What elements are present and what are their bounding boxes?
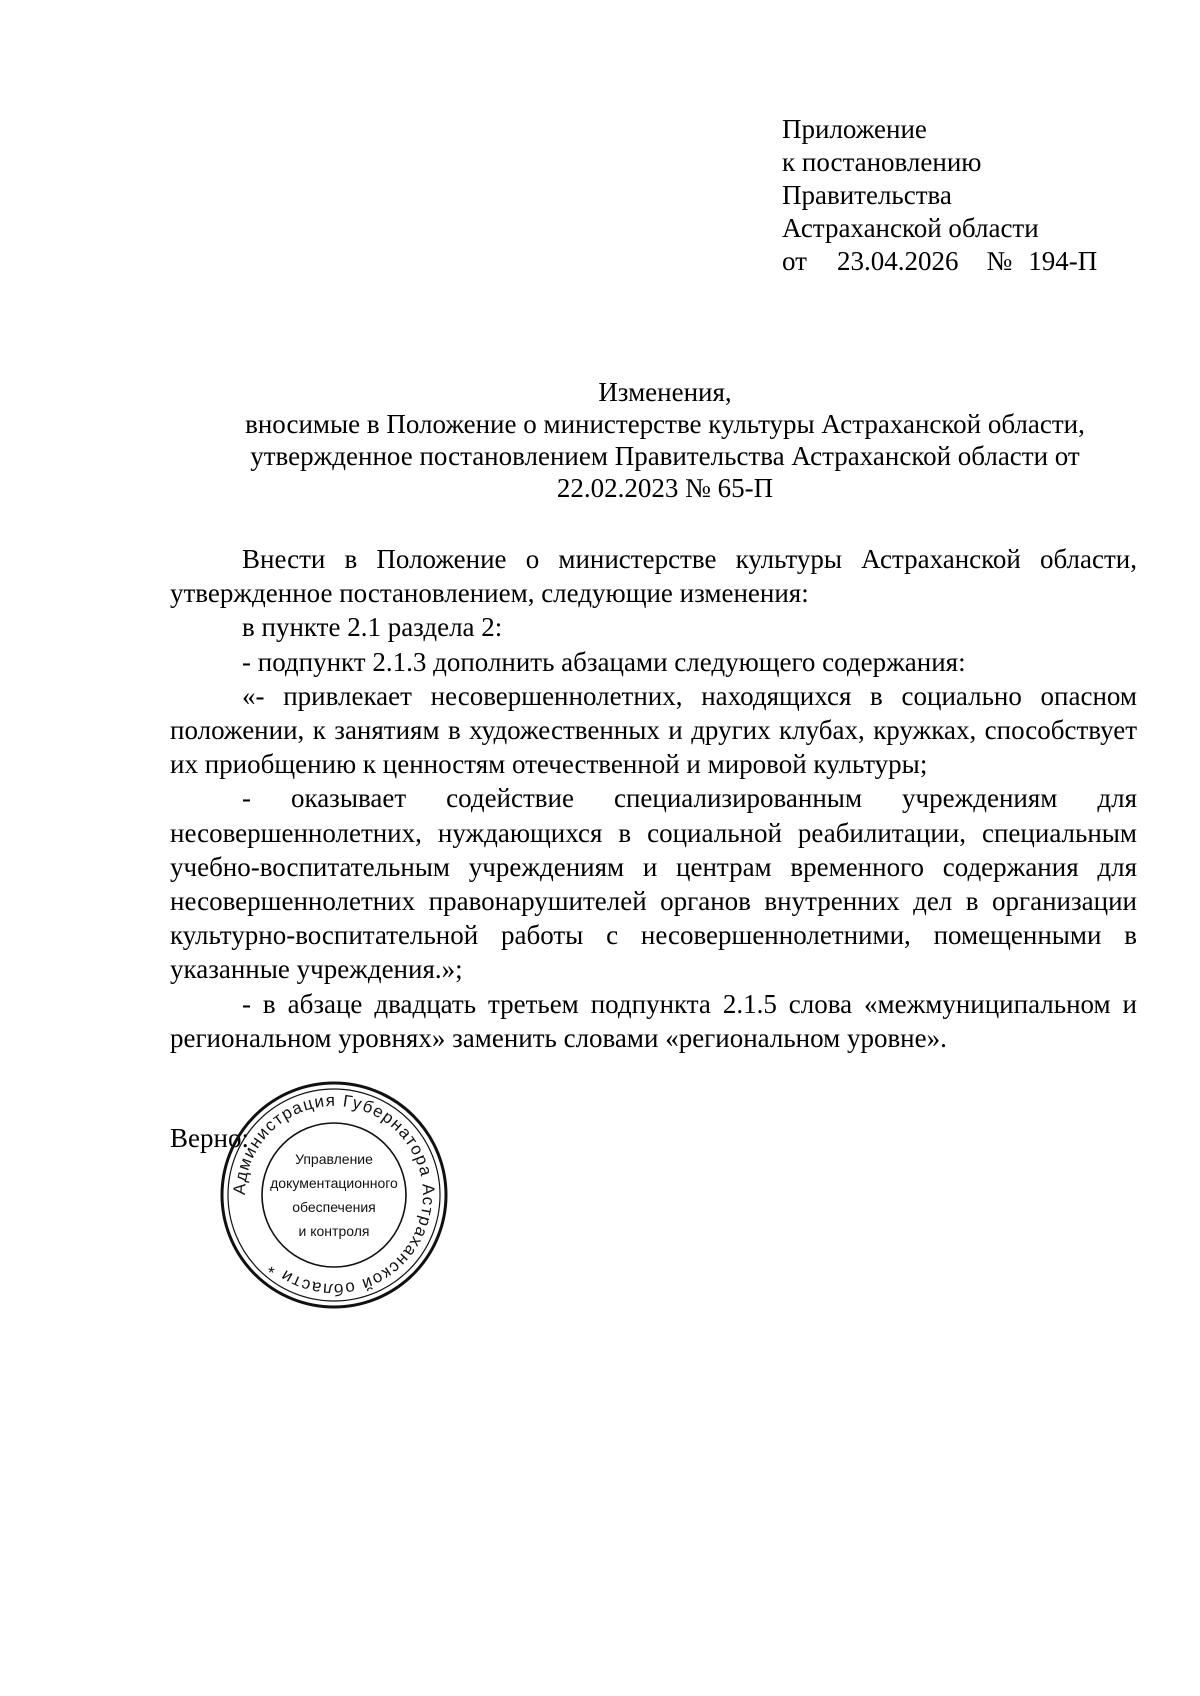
body-paragraph: Внести в Положение о министерстве культуры Астраханской области, утвержденное постановлением, следующие изменения:	[170, 544, 1137, 609]
stamp-inner-line-4: и контроля	[298, 1223, 370, 1239]
appendix-line-4: Астраханской области	[782, 213, 1039, 243]
appendix-line-3: Правительства	[782, 180, 952, 210]
document-number: 194-П	[1028, 246, 1098, 276]
stamp-inner-text	[218, 1147, 450, 1243]
document-body	[170, 542, 1137, 1055]
title-line-3: утвержденное постановлением Правительства Астраханской области от	[250, 441, 1080, 471]
body-paragraph: «- привлекает несовершеннолетних, находящихся в социально опасном положении, к занятиям в художественных и других клубах, кружках, способствует их приобщению к ценностям отечественной и мировой культуры;	[170, 680, 1137, 780]
title-line-2: вносимые в Положение о министерстве культуры Астраханской области,	[245, 409, 1085, 439]
appendix-line-1: Приложение	[782, 114, 927, 144]
date-prefix: от	[782, 246, 807, 276]
appendix-line-2: к постановлению	[782, 147, 982, 177]
body-paragraph: - подпункт 2.1.3 дополнить абзацами следующего содержания:	[242, 646, 966, 677]
body-paragraph: - в абзаце двадцать третьем подпункта 2.1.5 слова «межмуниципальном и региональном уровнях» заменить словами «региональном уровне».	[170, 988, 1137, 1053]
document-title	[170, 376, 1160, 504]
body-paragraph: - оказывает содействие специализированным учреждениям для несовершеннолетних, нуждающихся в социальной реабилитации, специальным учебно-воспитательным учреждениям и центрам временного содержания для несовершеннолетних правонарушителей органов внутренних дел в организации культурно-воспитательной работы с несовершеннолетними, помещенными в указанные учреждения.»;	[170, 783, 1137, 985]
appendix-header	[782, 113, 1097, 278]
stamp-ring-text: Администрация Губернатора Астраханской области *	[229, 1090, 439, 1300]
title-line-1: Изменения,	[598, 377, 732, 407]
document-date: 23.04.2026	[836, 246, 959, 276]
body-paragraph: в пункте 2.1 раздела 2:	[242, 612, 503, 643]
appendix-date-line	[782, 245, 1097, 278]
stamp-inner-line-2: документационного	[270, 1175, 398, 1191]
title-line-4: 22.02.2023 № 65-П	[556, 473, 774, 503]
number-sign: №	[986, 246, 1013, 276]
official-stamp	[218, 1079, 450, 1311]
verno-label: Верно:	[170, 1123, 249, 1153]
stamp-inner-line-3: обеспечения	[292, 1199, 376, 1215]
stamp-inner-line-1: Управление	[295, 1151, 373, 1167]
